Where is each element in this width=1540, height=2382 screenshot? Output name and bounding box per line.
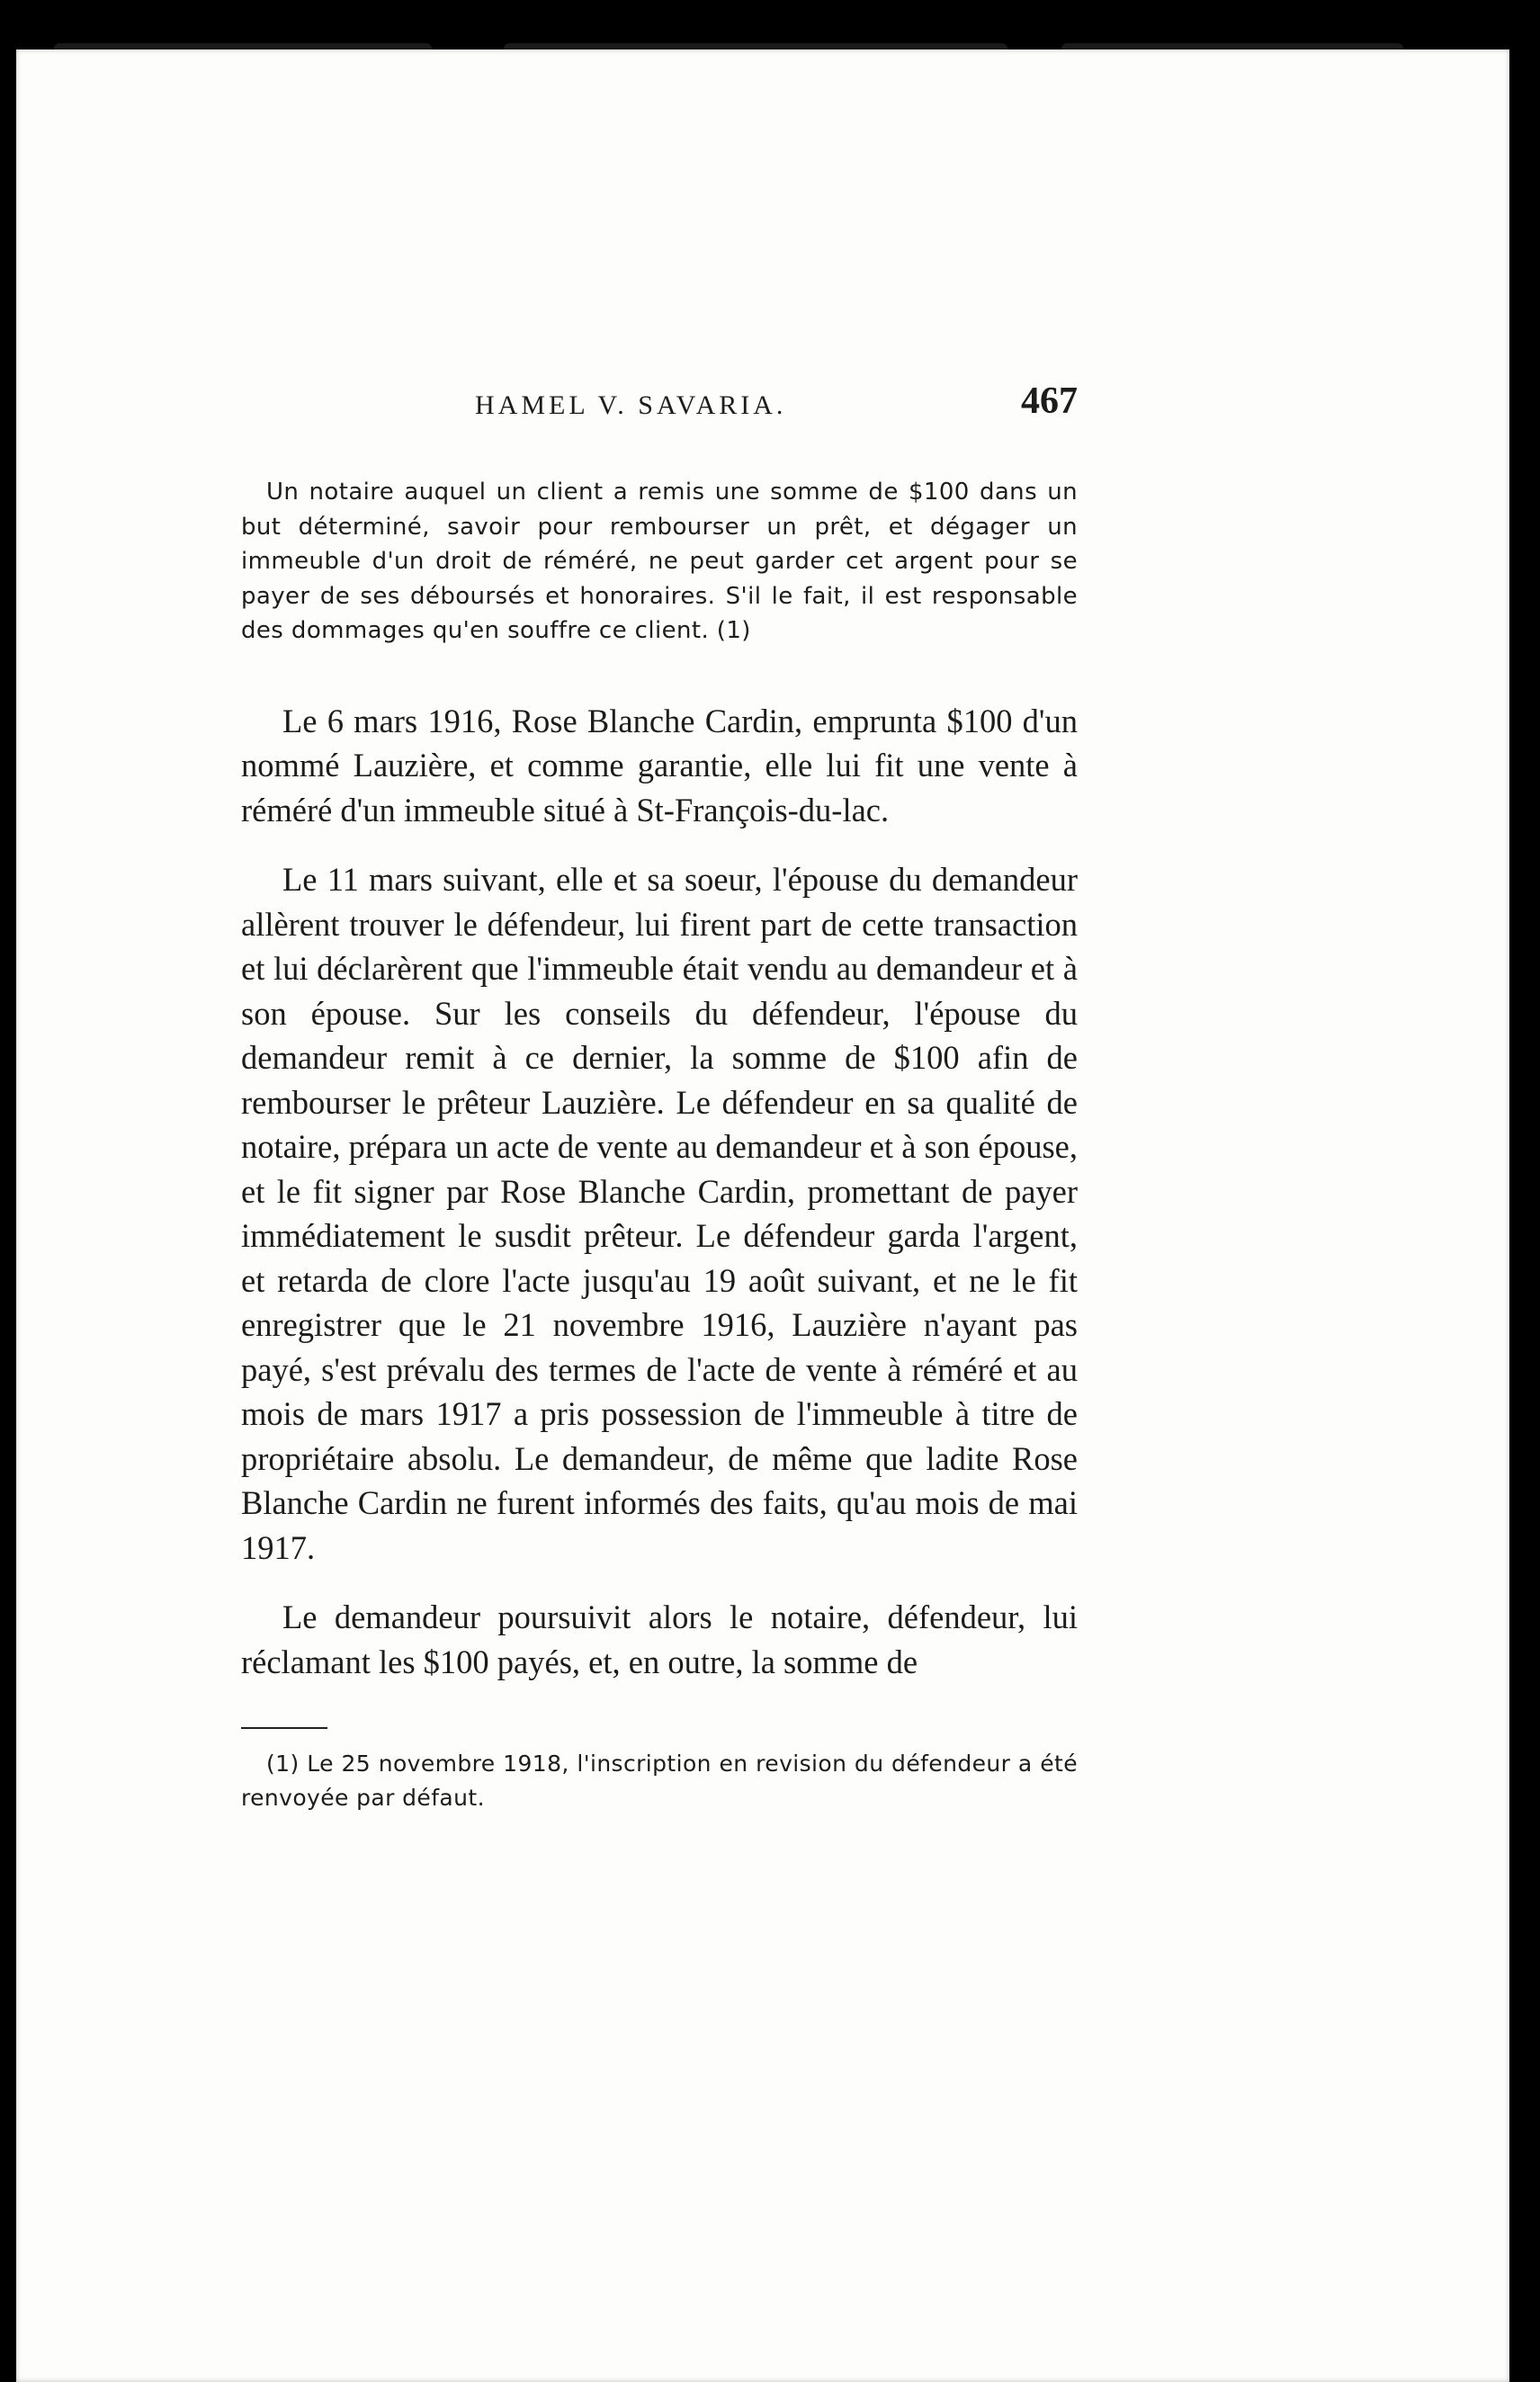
page-number: 467 (1021, 381, 1078, 422)
footnote: (1) Le 25 novembre 1918, l'inscription en revision du défendeur a été renvoyée par défaut. (241, 1751, 1078, 1811)
paragraph: Le 6 mars 1916, Rose Blanche Cardin, emprunta $100 d'un nommé Lauzière, et comme garantie, elle lui fit une vente à réméré d'un immeuble situé à St-François-du-lac. (241, 702, 1078, 828)
page-text-block (241, 378, 1078, 1838)
scan-right-border (1509, 49, 1540, 2382)
running-head-title: HAMEL V. SAVARIA. (475, 390, 787, 420)
body-text (241, 699, 1078, 1685)
footnote-rule (241, 1727, 327, 1729)
paragraph: Le 11 mars suivant, elle et sa soeur, l'épouse du demandeur allèrent trouver le défendeur, lui firent part de cette transaction et lui déclarèrent que l'immeuble était vendu au demandeur et à son épouse. Sur les conseils du défendeur, l'épouse du demandeur remit à ce dernier, la somme de $100 afin de rembourser le prêteur Lauzière. Le défendeur en sa qualité de notaire, prépara un acte de vente au demandeur et à son épouse, et le fit signer par Rose Blanche Cardin, promettant de payer immédiatement le susdit prêteur. Le défendeur garda l'argent, et retarda de clore l'acte jusqu'au 19 août suivant, et ne le fit enregistrer que le 21 novembre 1916, Lauzière n'ayant pas payé, s'est prévalu des termes de l'acte de vente à réméré et au mois de mars 1917 a pris possession de l'immeuble à titre de propriétaire absolu. Le demandeur, de même que ladite Rose Blanche Cardin ne furent informés des faits, qu'au mois de mai 1917. (241, 861, 1078, 1566)
paragraph: Le demandeur poursuivit alors le notaire, défendeur, lui réclamant les $100 payés, et, en outre, la somme de (241, 1598, 1078, 1680)
headnote: Un notaire auquel un client a remis une somme de $100 dans un but déterminé, savoir pour rembourser un prêt, et dégager un immeuble d'un droit de réméré, ne peut garder cet argent pour se payer de ses déboursés et honoraires. S'il le fait, il est responsable des dommages qu'en souffre ce client. (1) (241, 479, 1078, 644)
running-head (241, 378, 1078, 432)
